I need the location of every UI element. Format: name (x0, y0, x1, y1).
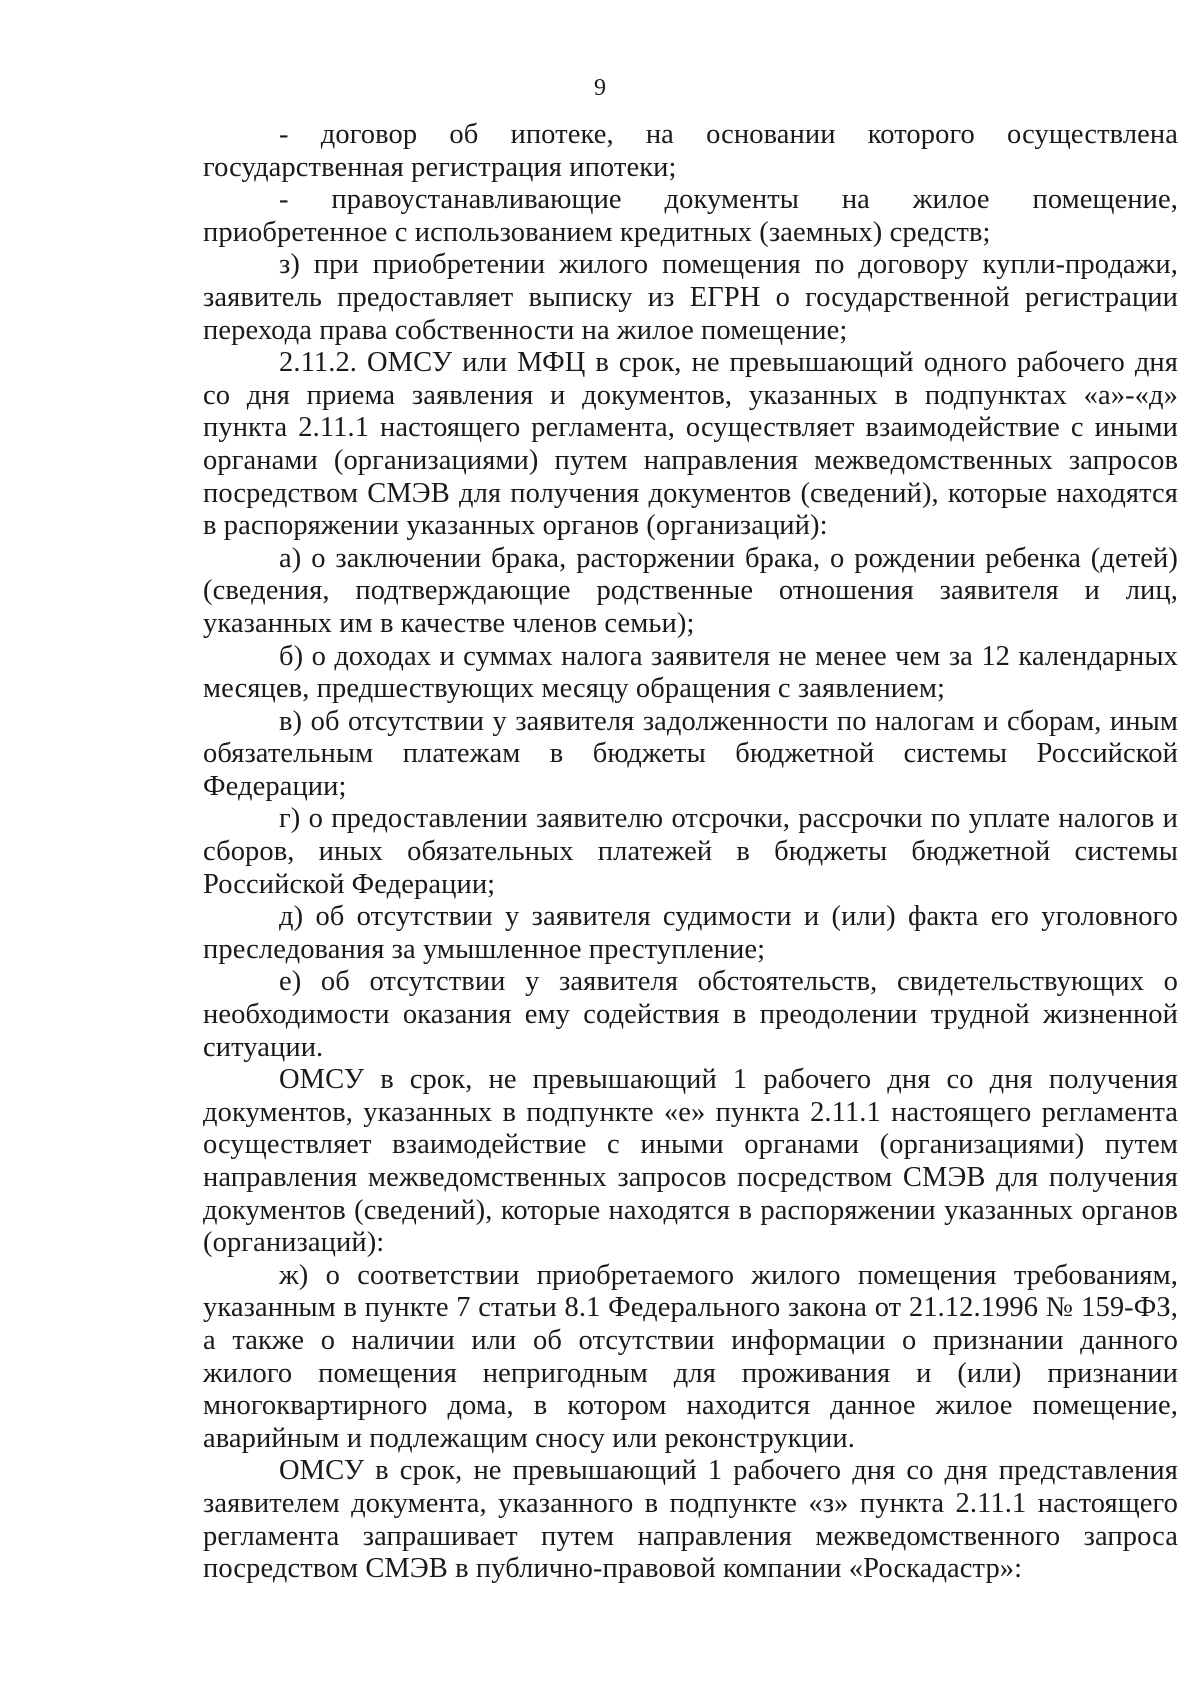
document-body (203, 119, 1178, 1586)
paragraph-item-a: а) о заключении брака, расторжении брака, о рождении ребенка (детей) (сведения, подтверждающие родственные отношения заявителя и лиц, указанных им в качестве членов семьи); (203, 542, 1178, 639)
paragraph-omsu-item-z: ОМСУ в срок, не превышающий 1 рабочего дня со дня представления заявителем документа, указанного в подпункте «з» пункта 2.11.1 настоящего регламента запрашивает путем направления межведомственного запроса посредством СМЭВ в публично-правовой компании «Роскадастр»: (203, 1455, 1178, 1585)
paragraph-omsu-item-e: ОМСУ в срок, не превышающий 1 рабочего дня со дня получения документов, указанных в подпункте «е» пункта 2.11.1 настоящего регламента осуществляет взаимодействие с иными органами (организациями) путем направления межведомственных запросов посредством СМЭВ для получения документов (сведений), которые находятся в распоряжении указанных органов (организаций): (203, 1064, 1178, 1259)
paragraph-item-z: з) при приобретении жилого помещения по договору купли-продажи, заявитель предоставляет выписку из ЕГРН о государственной регистрации перехода права собственности на жилое помещение; (203, 249, 1178, 346)
paragraph-item-b: б) о доходах и суммах налога заявителя не менее чем за 12 календарных месяцев, предшествующих месяцу обращения с заявлением; (203, 640, 1178, 705)
paragraph-item-d: д) об отсутствии у заявителя судимости и (или) факта его уголовного преследования за умышленное преступление; (203, 901, 1178, 965)
paragraph-2-11-2: 2.11.2. ОМСУ или МФЦ в срок, не превышающий одного рабочего дня со дня приема заявления и документов, указанных в подпунктах «а»-«д» пункта 2.11.1 настоящего регламента, осуществляет взаимодействие с иными органами (организациями) путем направления межведомственных запросов посредством СМЭВ для получения документов (сведений), которые находятся в распоряжении указанных органов (организаций): (203, 347, 1178, 542)
paragraph-item-e: е) об отсутствии у заявителя обстоятельств, свидетельствующих о необходимости оказания ему содействия в преодолении трудной жизненной ситуации. (203, 966, 1178, 1063)
page-number: 9 (594, 75, 606, 101)
paragraph-item-v: в) об отсутствии у заявителя задолженности по налогам и сборам, иным обязательным платежам в бюджеты бюджетной системы Российской Федерации; (203, 705, 1178, 802)
paragraph-title-documents: - правоустанавливающие документы на жилое помещение, приобретенное с использованием кредитных (заемных) средств; (203, 184, 1178, 248)
paragraph-item-zh: ж) о соответствии приобретаемого жилого помещения требованиям, указанным в пункте 7 статьи 8.1 Федерального закона от 21.12.1996 № 159-ФЗ, а также о наличии или об отсутствии информации о признании данного жилого помещения непригодным для проживания и (или) признании многоквартирного дома, в котором находится данное жилое помещение, аварийным и подлежащим сносу или реконструкции. (203, 1259, 1178, 1454)
paragraph-item-g: г) о предоставлении заявителю отсрочки, рассрочки по уплате налогов и сборов, иных обязательных платежей в бюджеты бюджетной системы Российской Федерации; (203, 803, 1178, 900)
paragraph-mortgage-agreement: - договор об ипотеке, на основании которого осуществлена государственная регистрация ипотеки; (203, 119, 1178, 183)
